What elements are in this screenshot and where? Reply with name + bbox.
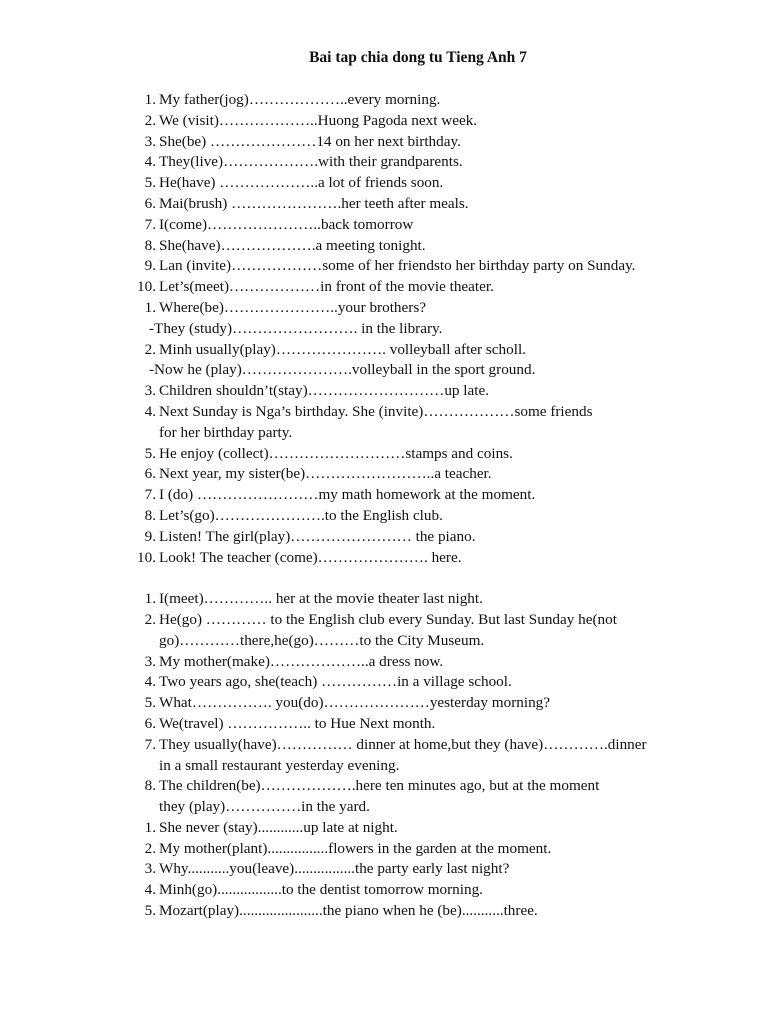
item-text: Children shouldn’t(stay)………………………up late. <box>159 382 490 400</box>
item-number: 1. <box>144 298 156 316</box>
item-number: 1. <box>144 818 156 836</box>
exercise-line <box>0 693 768 714</box>
exercise-line <box>0 672 768 693</box>
item-number: 2. <box>144 839 156 857</box>
page-title: Bai tap chia dong tu Tieng Anh 7 <box>309 49 527 66</box>
item-text: Where(be)…………………..your brothers? <box>159 298 426 316</box>
exercise-line <box>0 776 768 797</box>
item-text: We (visit)………………..Huong Pagoda next week. <box>159 111 478 129</box>
item-number: 7. <box>144 486 156 504</box>
item-number: 4. <box>144 673 156 691</box>
exercise-line <box>0 152 768 173</box>
item-number: 5. <box>144 444 156 462</box>
exercise-line <box>0 256 768 277</box>
exercise-line <box>0 714 768 735</box>
exercise-line <box>0 464 768 485</box>
item-number: 6. <box>144 465 156 483</box>
exercise-line <box>0 319 768 340</box>
item-text: They usually(have)…………… dinner at home,but they (have)………….dinner <box>159 735 647 753</box>
item-text: Two years ago, she(teach) ……………in a village school. <box>159 673 512 691</box>
exercise-line <box>0 797 768 818</box>
item-number: 2. <box>144 610 156 628</box>
exercise-line <box>0 340 768 361</box>
item-text: Lan (invite)………………some of her friendsto her birthday party on Sunday. <box>159 257 636 275</box>
item-text: I (do) ……………………my math homework at the moment. <box>159 486 536 504</box>
item-text: We(travel) …………….. to Hue Next month. <box>159 714 436 732</box>
item-text: They(live)……………….with their grandparents. <box>159 153 463 171</box>
exercise-list <box>0 90 768 922</box>
item-number: 1. <box>144 590 156 608</box>
exercise-line <box>0 402 768 423</box>
item-text: My father(jog)………………..every morning. <box>159 91 441 108</box>
exercise-line <box>0 277 768 298</box>
item-text: Minh usually(play)…………………. volleyball after scholl. <box>159 340 526 358</box>
exercise-line <box>0 236 768 257</box>
exercise-line <box>0 818 768 839</box>
exercise-line <box>0 756 768 777</box>
item-text: He(have) ………………..a lot of friends soon. <box>159 174 444 192</box>
item-text: Let’s(go)………………….to the English club. <box>159 506 443 524</box>
item-number: 6. <box>144 714 156 732</box>
item-continuation: go)…………there,he(go)………to the City Museum. <box>159 631 485 649</box>
item-number: 10. <box>137 548 156 566</box>
item-text: He(go) ………… to the English club every Sunday. But last Sunday he(not <box>159 610 617 628</box>
item-text: Look! The teacher (come)…………………. here. <box>159 548 462 566</box>
exercise-line <box>0 444 768 465</box>
item-text: Minh(go).................to the dentist tomorrow morning. <box>159 881 483 899</box>
exercise-line <box>0 652 768 673</box>
item-text: He enjoy (collect)………………………stamps and coins. <box>159 444 513 462</box>
exercise-line <box>0 111 768 132</box>
item-number: 5. <box>144 174 156 192</box>
item-number: 6. <box>144 194 156 212</box>
exercise-line <box>0 360 768 381</box>
item-number: 8. <box>144 236 156 254</box>
item-subline: -Now he (play)………………….volleyball in the sport ground. <box>149 361 536 379</box>
item-text: Why...........you(leave)................the party early last night? <box>159 860 510 878</box>
item-text: She(be) …………………14 on her next birthday. <box>159 132 461 150</box>
item-number: 4. <box>144 881 156 899</box>
exercise-line <box>0 173 768 194</box>
exercise-line <box>0 90 768 111</box>
item-text: My mother(plant)................flowers in the garden at the moment. <box>159 839 552 857</box>
exercise-line <box>0 901 768 922</box>
item-number: 3. <box>144 652 156 670</box>
exercise-section-2 <box>0 298 768 568</box>
item-text: Mai(brush) ………………….her teeth after meals. <box>159 194 469 212</box>
exercise-line <box>0 589 768 610</box>
exercise-line <box>0 485 768 506</box>
item-continuation: they (play)……………in the yard. <box>159 798 370 816</box>
exercise-line <box>0 735 768 756</box>
item-subline: -They (study)……………………. in the library. <box>149 319 443 337</box>
item-text: What……………. you(do)…………………yesterday morning? <box>159 694 551 712</box>
exercise-line <box>0 859 768 880</box>
item-number: 9. <box>144 257 156 275</box>
item-number: 3. <box>144 860 156 878</box>
exercise-line <box>0 631 768 652</box>
item-text: Listen! The girl(play)…………………… the piano. <box>159 527 476 545</box>
item-number: 5. <box>144 902 156 920</box>
item-text: Next Sunday is Nga’s birthday. She (invite)………………some friends <box>159 402 593 420</box>
section-gap <box>0 568 768 589</box>
item-number: 5. <box>144 694 156 712</box>
item-number: 7. <box>144 215 156 233</box>
item-number: 3. <box>144 132 156 150</box>
item-text: Next year, my sister(be)……………………..a teacher. <box>159 465 492 483</box>
exercise-line <box>0 298 768 319</box>
item-number: 8. <box>144 777 156 795</box>
item-text: My mother(make)………………..a dress now. <box>159 652 444 670</box>
item-continuation: for her birthday party. <box>159 423 293 441</box>
item-text: She never (stay)............up late at night. <box>159 818 398 836</box>
exercise-section-3 <box>0 589 768 922</box>
item-continuation: in a small restaurant yesterday evening. <box>159 756 400 774</box>
item-number: 4. <box>144 402 156 420</box>
item-number: 1. <box>144 91 156 108</box>
exercise-line <box>0 194 768 215</box>
exercise-line <box>0 839 768 860</box>
exercise-line <box>0 215 768 236</box>
exercise-line <box>0 610 768 631</box>
item-text: I(meet)………….. her at the movie theater last night. <box>159 590 483 608</box>
item-number: 3. <box>144 382 156 400</box>
exercise-line <box>0 423 768 444</box>
item-text: Mozart(play)......................the piano when he (be)...........three. <box>159 902 538 920</box>
exercise-line <box>0 506 768 527</box>
item-text: The children(be)……………….here ten minutes ago, but at the moment <box>159 777 600 795</box>
item-text: I(come)…………………..back tomorrow <box>159 215 414 233</box>
item-number: 8. <box>144 506 156 524</box>
item-text: Let’s(meet)………………in front of the movie theater. <box>159 278 494 296</box>
exercise-section-1 <box>0 90 768 298</box>
exercise-line <box>0 527 768 548</box>
item-number: 2. <box>144 111 156 129</box>
item-number: 4. <box>144 153 156 171</box>
item-number: 10. <box>137 278 156 296</box>
exercise-line <box>0 548 768 569</box>
item-number: 7. <box>144 735 156 753</box>
exercise-line <box>0 880 768 901</box>
item-number: 9. <box>144 527 156 545</box>
exercise-line <box>0 381 768 402</box>
exercise-line <box>0 132 768 153</box>
item-number: 2. <box>144 340 156 358</box>
item-text: She(have)……………….a meeting tonight. <box>159 236 426 254</box>
